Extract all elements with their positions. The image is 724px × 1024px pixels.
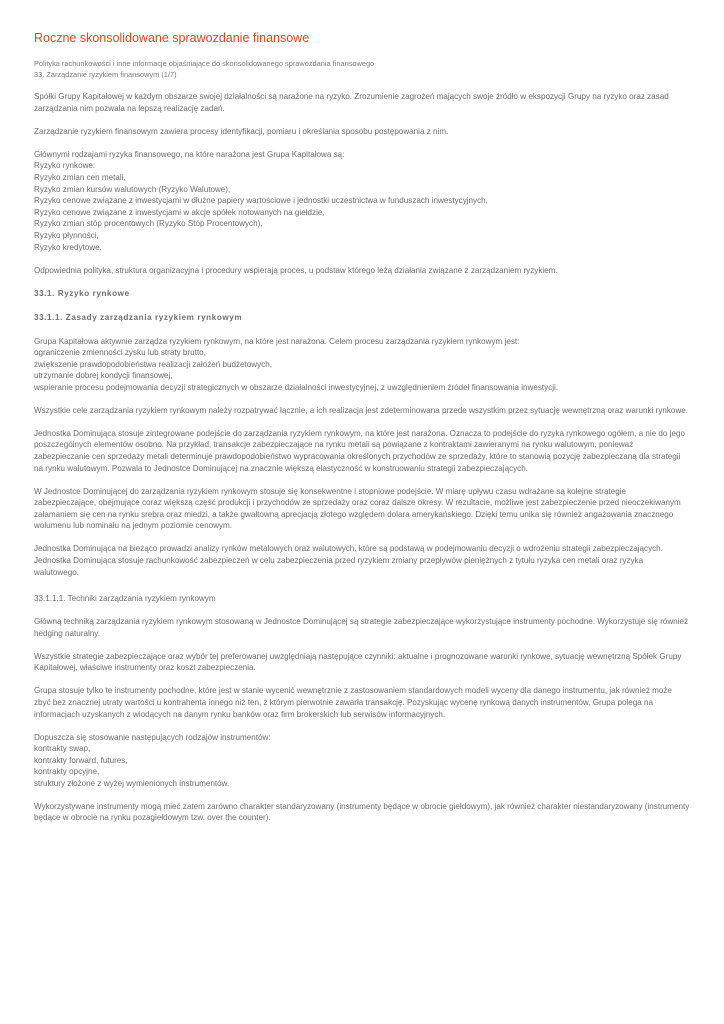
list-item: Ryzyko zmian stóp procentowych (Ryzyko Stóp Procentowych), xyxy=(34,219,263,229)
body-paragraph: Wykorzystywane instrumenty mogą mieć zatem zarówno charakter standaryzowany (instrumenty będące w obrocie giełdowym), jak również charakter niestandaryzowany (instrumenty będące w obrocie na rynku pozagiełdowym tzw. over the counter). xyxy=(34,801,690,823)
body-paragraph: Jednostka Dominująca stosuje zintegrowane podejście do zarządzania ryzykiem rynkowym, na które jest narażona. Oznacza to podejście do ryzyka rynkowego ogółem, a nie do jego poszczególnych elementów osobno. Na przykład, transakcje zabezpieczające na rynku metali są powiązane z kontraktami zawieranymi na rynku walutowym, ponieważ zabezpieczanie cen sprzedaży metali determinuje prawdopodobieństwo wypracowania określonych przychodów ze sprzedaży, które to stanowią pozycję zabezpieczaną dla strategii na rynku walutowym. Pozwala to Jednostce Dominującej na znacznie większą elastyczność w konstruowaniu strategii zabezpieczających. xyxy=(34,428,685,473)
intro-paragraph: Spółki Grupy Kapitałowej w każdym obszarze swojej działalności są narażone na ryzyko. Zrozumienie zagrożeń mających swoje źródło w ekspozycji Grupy na ryzyko oraz zasad zarządzania nim pozwala na lepszą realizację zadań. xyxy=(34,92,669,113)
list-item: zwiększenie prawdopodobieństwa realizacji założeń budżetowych, xyxy=(34,359,272,369)
goals-list xyxy=(34,336,690,394)
risk-list xyxy=(34,149,690,253)
body-paragraph: Wszystkie strategie zabezpieczające oraz wybór tej preferowanej uwzględniają następujące czynniki: aktualne i prognozowane warunki rynkowe, sytuację wewnętrzną Spółek Grupy Kapitałowej, właściwe instrumenty oraz koszt zabezpieczenia. xyxy=(34,651,682,673)
instruments-list xyxy=(34,732,690,790)
list-item: kontrakty swap, xyxy=(34,744,91,754)
body-paragraph: Grupa stosuje tylko te instrumenty pochodne, które jest w stanie wycenić wewnętrznie z zastosowaniem standardowych modeli wyceny dla danego instrumentu, jak również może zbyć bez znacznej utraty wartości u kontrahenta innego niż ten, z którym pierwotnie zawarła transakcję. Pozyskując wycenę rynkową danych instrumentów, Grupa polega na informacjach uzyskanych z wiodących na danym rynku banków oraz firm brokerskich lub serwisów informacyjnych. xyxy=(34,686,672,719)
list-item: kontrakty opcyjne, xyxy=(34,767,100,777)
body-paragraph: Główną techniką zarządzania ryzykiem rynkowym stosowaną w Jednostce Dominującej są strategie zabezpieczające wykorzystujące instrumenty pochodne. Wykorzystuje się również hedging naturalny. xyxy=(34,617,689,638)
breadcrumb xyxy=(34,58,690,80)
subsubsection-heading: 33.1.1.1. Techniki zarządzania ryzykiem rynkowym xyxy=(34,594,216,604)
body-paragraph: Wszystkie cele zarządzania ryzykiem rynkowym należy rozpatrywać łącznie, a ich realizacja jest zdeterminowana przede wszystkim przez sytuację wewnętrzną oraz warunki rynkowe. xyxy=(34,405,689,415)
list-item: Ryzyko zmian kursów walutowych (Ryzyko Walutowe), xyxy=(34,184,231,194)
body-paragraph: Jednostka Dominująca na bieżąco prowadzi analizy rynków metalowych oraz walutowych, które są podstawą w podejmowaniu decyzji o wdrożeniu strategii zabezpieczających. Jednostka Dominująca stosuje rachunkowość zabezpieczeń w celu zabezpieczenia przed ryzykiem zmiany przepływów pieniężnych z tytułu ryzyka cen metali oraz ryzyka walutowego. xyxy=(34,544,663,577)
list-item: kontrakty forward, futures, xyxy=(34,755,128,765)
list-intro: Głównymi rodzajami ryzyka finansowego, na które narażona jest Grupa Kapitałowa są: xyxy=(34,149,345,159)
list-item: ograniczenie zmienności zysku lub straty brutto, xyxy=(34,348,206,358)
document-page xyxy=(34,30,690,835)
list-item: Ryzyko cenowe związane z inwestycjami w dłużne papiery wartościowe i jednostki uczestnictwa w funduszach inwestycyjnych, xyxy=(34,196,488,206)
list-item: Ryzyko zmian cen metali, xyxy=(34,173,126,182)
subsection-heading: 33.1.1. Zasady zarządzania ryzykiem rynkowym xyxy=(34,312,243,322)
list-intro: Grupa Kapitałowa aktywnie zarządza ryzykiem rynkowym, na które jest narażona. Celem procesu zarządzania ryzykiem rynkowym jest: xyxy=(34,336,520,346)
list-item: struktury złożone z wyżej wymienionych instrumentów. xyxy=(34,778,230,788)
intro-paragraph: Odpowiednia polityka, struktura organizacyjna i procedury wspierają proces, u podstaw którego leżą działania związane z zarządzaniem ryzykiem. xyxy=(34,265,558,275)
intro-paragraph: Zarządzanie ryzykiem finansowym zawiera procesy identyfikacji, pomiaru i określania sposobu postępowania z nim. xyxy=(34,126,449,136)
breadcrumb-subsection: 33. Zarządzanie ryzykiem finansowym (1/7) xyxy=(34,70,177,80)
list-item: Ryzyko kredytowe. xyxy=(34,242,102,252)
list-item: Ryzyko płynności, xyxy=(34,230,99,240)
list-item: wspieranie procesu podejmowania decyzji strategicznych w obszarze działalności inwestycyjnej, z uwzględnieniem źródeł finansowania inwestycji. xyxy=(34,382,559,392)
list-item: Ryzyko rynkowe: xyxy=(34,161,96,171)
body-paragraph: W Jednostce Dominującej do zarządzania ryzykiem rynkowym stosuje się konsekwentne i stopniowe podejście. W miarę upływu czasu wdrażane są kolejne strategie zabezpieczające, obejmujące coraz większą część produkcji i przychodów ze sprzedaży oraz coraz dalsze okresy. W rezultacie, możliwe jest zabezpieczenie przed nieoczekiwanym załamaniem się cen na rynku srebra oraz miedzi, a także gwałtowną aprecjacją złotego względem dolara amerykańskiego. Dzięki temu unika się również angażowania znacznego wolumenu lub nominału na jednym poziomie cenowym. xyxy=(34,486,681,531)
list-intro: Dopuszcza się stosowanie następujących rodzajów instrumentów: xyxy=(34,732,271,742)
list-item: utrzymanie dobrej kondycji finansowej, xyxy=(34,371,173,381)
page-title: Roczne skonsolidowane sprawozdanie finansowe xyxy=(34,31,310,45)
section-heading: 33.1. Ryzyko rynkowe xyxy=(34,288,130,298)
list-item: Ryzyko cenowe związane z inwestycjami w akcje spółek notowanych na giełdzie, xyxy=(34,207,325,217)
breadcrumb-section: Polityka rachunkowości i inne informacje objaśniające do skonsolidowanego sprawozdania finansowego xyxy=(34,59,375,69)
